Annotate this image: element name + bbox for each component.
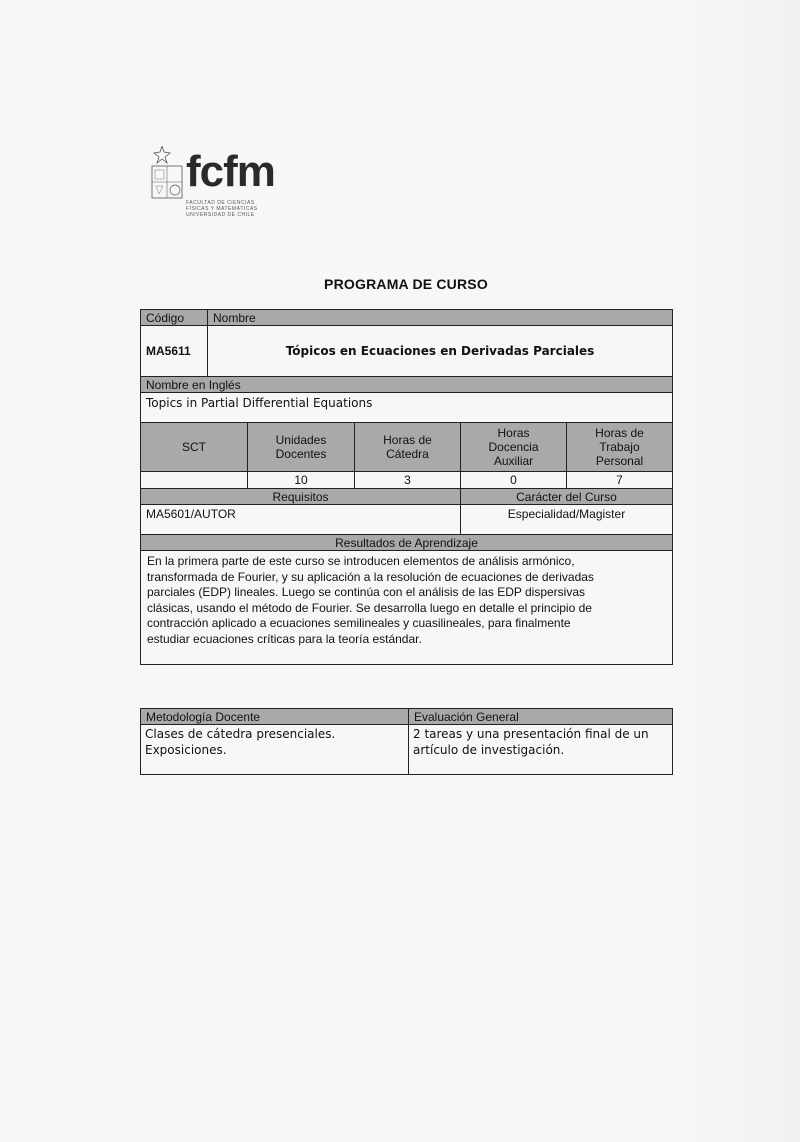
character-label: Carácter del Curso <box>461 489 673 505</box>
page-title: PROGRAMA DE CURSO <box>324 276 488 292</box>
personal-header-line: Personal <box>595 454 644 468</box>
english-name-label: Nombre en Inglés <box>141 377 673 393</box>
university-seal-icon <box>148 146 188 204</box>
outcomes-line: parciales (EDP) lineales. Luego se continúa con el análisis de las EDP dispersivas <box>147 585 586 599</box>
course-name: Tópicos en Ecuaciones en Derivadas Parciales <box>208 326 673 377</box>
aux-hours-header <box>461 423 567 472</box>
requirements-value: MA5601/AUTOR <box>141 505 461 535</box>
outcomes-line: estudiar ecuaciones críticas para la teoría estándar. <box>147 631 422 646</box>
evaluation-value <box>409 725 673 775</box>
aux-header-line: Auxiliar <box>493 454 534 468</box>
logo-subtitle-line: UNIVERSIDAD DE CHILE <box>186 212 255 218</box>
faculty-logo <box>148 146 288 226</box>
units-header-line: Docentes <box>275 447 327 461</box>
units-header <box>248 423 355 472</box>
lecture-hours-header <box>355 423 461 472</box>
evaluation-line: 2 tareas y una presentación final de un <box>413 727 649 741</box>
methodology-value: Clases de cátedra presenciales. Exposiciones. <box>141 725 409 775</box>
methodology-label: Metodología Docente <box>141 709 409 725</box>
lecture-hours-value: 3 <box>355 472 461 489</box>
logo-subtitle-line: FÍSICAS Y MATEMÁTICAS <box>186 206 258 212</box>
outcomes-label: Resultados de Aprendizaje <box>141 535 673 551</box>
course-info-table <box>140 309 673 665</box>
aux-header-line: Docencia <box>488 440 539 454</box>
outcomes-line: clásicas, usando el método de Fourier. Se desarrolla luego en detalle el principio de <box>147 600 592 615</box>
lecture-header-line: Cátedra <box>386 447 429 461</box>
aux-header-line: Horas <box>497 426 530 440</box>
logo-subtitle <box>186 200 296 218</box>
english-name: Topics in Partial Differential Equations <box>141 393 673 423</box>
methodology-table <box>140 708 673 775</box>
evaluation-line: artículo de investigación. <box>413 743 565 757</box>
sct-header: SCT <box>141 423 248 472</box>
units-value: 10 <box>248 472 355 489</box>
personal-header-line: Trabajo <box>599 440 640 454</box>
name-label: Nombre <box>208 310 673 326</box>
personal-hours-header <box>567 423 673 472</box>
personal-header-line: Horas de <box>595 426 644 440</box>
evaluation-label: Evaluación General <box>409 709 673 725</box>
course-code: MA5611 <box>141 326 208 377</box>
code-label: Código <box>141 310 208 326</box>
outcomes-line: transformada de Fourier, y su aplicación a la resolución de ecuaciones de derivadas <box>147 569 594 584</box>
outcomes-text <box>141 551 673 665</box>
outcomes-line: contracción aplicado a ecuaciones semilineales y cuasilineales, para finalmente <box>147 616 571 630</box>
scan-edge-shadow <box>670 0 800 1142</box>
logo-wordmark: fcfm <box>186 147 275 196</box>
outcomes-line: En la primera parte de este curso se introducen elementos de análisis armónico, <box>147 554 575 568</box>
lecture-header-line: Horas de <box>383 433 432 447</box>
aux-hours-value: 0 <box>461 472 567 489</box>
character-value: Especialidad/Magister <box>461 505 673 535</box>
units-header-line: Unidades <box>275 433 327 447</box>
logo-subtitle-line: FACULTAD DE CIENCIAS <box>186 200 255 206</box>
requirements-label: Requisitos <box>141 489 461 505</box>
sct-value <box>141 472 248 489</box>
personal-hours-value: 7 <box>567 472 673 489</box>
